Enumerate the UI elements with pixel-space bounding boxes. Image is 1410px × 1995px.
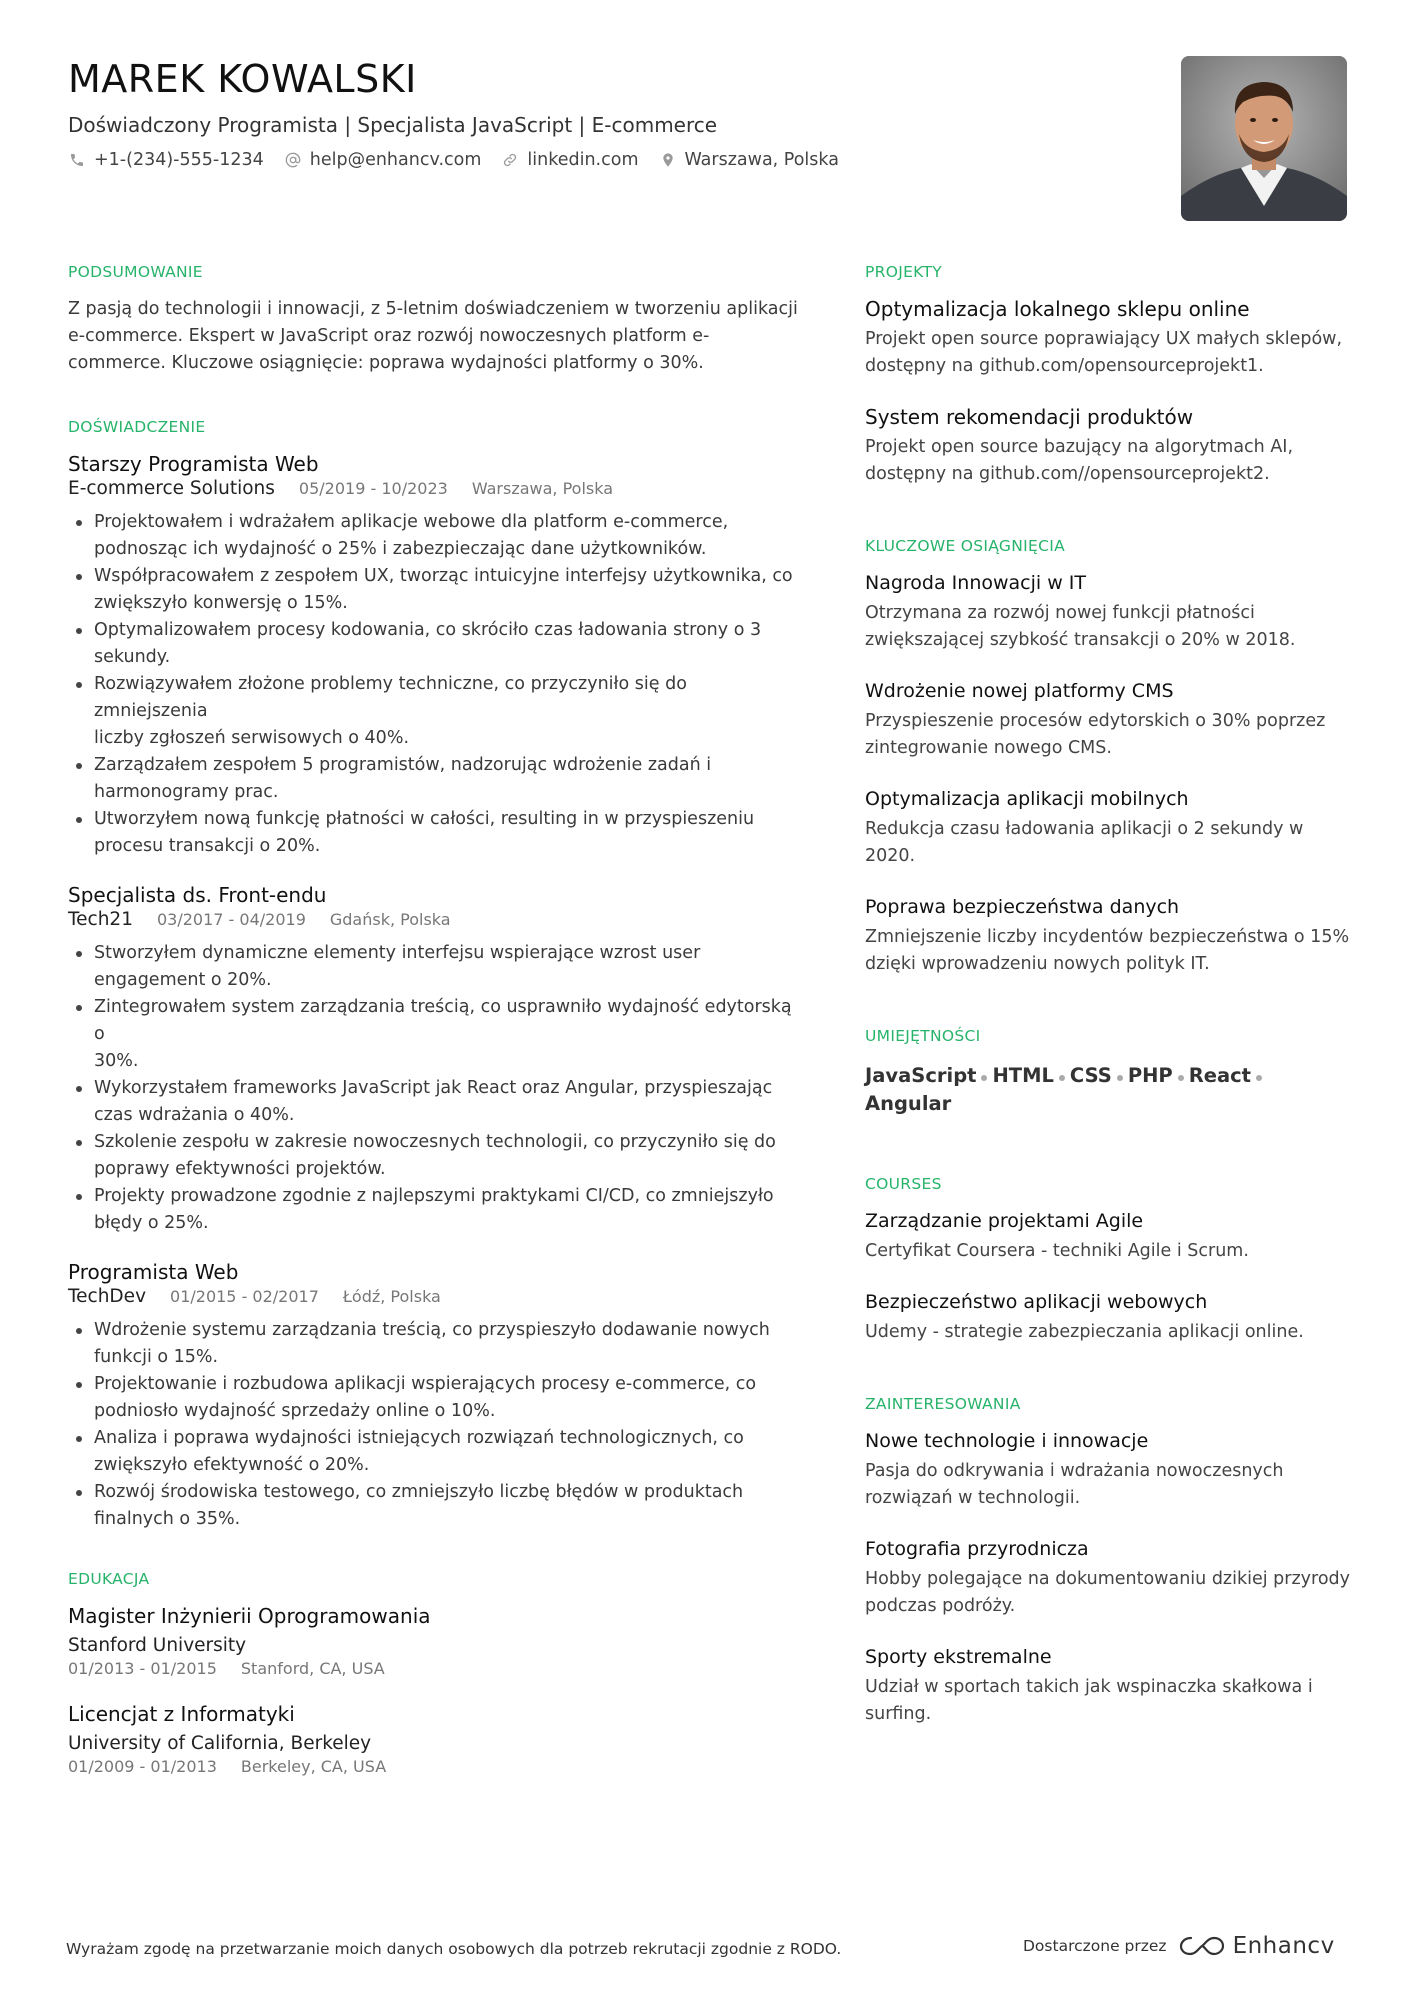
job-bullets bbox=[68, 1317, 800, 1533]
contact-location bbox=[659, 148, 839, 172]
interest-title: Sporty ekstremalne bbox=[865, 1646, 1052, 1668]
job-meta bbox=[68, 908, 800, 932]
interest-title: Fotografia przyrodnicza bbox=[865, 1538, 1089, 1560]
section-title-interests: ZAINTERESOWANIA bbox=[865, 1395, 1021, 1413]
contact-location-text: Warszawa, Polska bbox=[684, 150, 839, 170]
interest-entry bbox=[865, 1644, 1353, 1728]
projects-section bbox=[865, 262, 1353, 488]
experience-section bbox=[68, 417, 800, 1533]
bullet-item: Optymalizowałem procesy kodowania, co skróciło czas ładowania strony o 3 sekundy. bbox=[68, 617, 800, 671]
contact-linkedin-text: linkedin.com bbox=[527, 150, 639, 170]
achievements-section bbox=[865, 536, 1353, 978]
achievement-desc: Przyspieszenie procesów edytorskich o 30% poprzez zintegrowanie nowego CMS. bbox=[865, 711, 1326, 758]
bullet-item: Utworzyłem nową funkcję płatności w całości, resulting in w przyspieszeniu procesu transakcji o 20%. bbox=[68, 806, 800, 860]
candidate-tagline: Doświadczony Programista | Specjalista JavaScript | E-commerce bbox=[68, 113, 718, 137]
courses-section bbox=[865, 1174, 1353, 1346]
interests-section bbox=[865, 1394, 1353, 1728]
job-company: TechDev bbox=[68, 1286, 147, 1307]
enhancv-logo-icon bbox=[1179, 1934, 1225, 1958]
summary-line: Z pasją do technologii i innowacji, z 5-letnim doświadczeniem w tworzeniu aplikacji bbox=[68, 299, 798, 319]
education-school: University of California, Berkeley bbox=[68, 1733, 372, 1754]
interest-entry bbox=[865, 1536, 1353, 1620]
education-degree: Licencjat z Informatyki bbox=[68, 1702, 295, 1726]
skill-item: JavaScript bbox=[865, 1064, 977, 1087]
section-title-skills: UMIEJĘTNOŚCI bbox=[865, 1027, 981, 1045]
bullet-item: Rozwiązywałem złożone problemy techniczne, co przyczyniło się do zmniejszenia liczby zgłoszeń serwisowych o 40%. bbox=[68, 671, 800, 752]
job-date: 05/2019 - 10/2023 bbox=[298, 479, 448, 498]
achievement-entry bbox=[865, 678, 1353, 762]
bullet-item: Szkolenie zespołu w zakresie nowoczesnych technologii, co przyczyniło się do poprawy efektywności projektów. bbox=[68, 1129, 800, 1183]
bullet-item: Analiza i poprawa wydajności istniejących rozwiązań technologicznych, co zwiększyło efektywność o 20%. bbox=[68, 1425, 800, 1479]
summary-line: e-commerce. Ekspert w JavaScript oraz rozwój nowoczesnych platform e- bbox=[68, 326, 710, 346]
course-entry bbox=[865, 1289, 1353, 1346]
bullet-item: Rozwój środowiska testowego, co zmniejszyło liczbę błędów w produktach finalnych o 35%. bbox=[68, 1479, 800, 1533]
achievement-title: Poprawa bezpieczeństwa danych bbox=[865, 896, 1180, 918]
bullet-item: Współpracowałem z zespołem UX, tworząc intuicyjne interfejsy użytkownika, co zwiększyło konwersję o 15%. bbox=[68, 563, 800, 617]
powered-by-label: Dostarczone przez bbox=[1023, 1937, 1167, 1955]
bullet-item: Projektowanie i rozbudowa aplikacji wspierających procesy e-commerce, co podniosło wydajność sprzedaży online o 10%. bbox=[68, 1371, 800, 1425]
bullet-item: Wykorzystałem frameworks JavaScript jak React oraz Angular, przyspieszając czas wdrażania o 40%. bbox=[68, 1075, 800, 1129]
skill-item: CSS bbox=[1069, 1064, 1112, 1087]
education-date: 01/2009 - 01/2013 bbox=[68, 1757, 217, 1776]
achievement-entry bbox=[865, 894, 1353, 978]
interest-desc: Hobby polegające na dokumentowaniu dzikiej przyrody podczas podróży. bbox=[865, 1569, 1350, 1616]
achievement-title: Wdrożenie nowej platformy CMS bbox=[865, 680, 1174, 702]
job-date: 01/2015 - 02/2017 bbox=[170, 1287, 319, 1306]
bullet-item: Wdrożenie systemu zarządzania treścią, co przyspieszyło dodawanie nowych funkcji o 15%. bbox=[68, 1317, 800, 1371]
education-entry bbox=[68, 1701, 800, 1777]
project-title: Optymalizacja lokalnego sklepu online bbox=[865, 297, 1250, 321]
job-meta bbox=[68, 1285, 800, 1309]
interest-desc: Udział w sportach takich jak wspinaczka skałkowa i surfing. bbox=[865, 1677, 1313, 1724]
enhancv-logo bbox=[1179, 1933, 1335, 1959]
course-desc: Certyfikat Coursera - techniki Agile i Scrum. bbox=[865, 1241, 1249, 1261]
skill-separator bbox=[1059, 1075, 1065, 1081]
education-location: Stanford, CA, USA bbox=[240, 1659, 385, 1678]
project-desc: Projekt open source bazujący na algorytmach AI, dostępny na github.com//opensourceprojekt2. bbox=[865, 437, 1294, 484]
job-company: Tech21 bbox=[68, 909, 133, 930]
achievement-entry bbox=[865, 570, 1353, 654]
job-company: E-commerce Solutions bbox=[68, 478, 275, 499]
section-title-achievements: KLUCZOWE OSIĄGNIĘCIA bbox=[865, 537, 1065, 555]
enhancv-logo-text: Enhancv bbox=[1232, 1933, 1335, 1959]
achievement-desc: Zmniejszenie liczby incydentów bezpieczeństwa o 15% dzięki wprowadzeniu nowych polityk IT. bbox=[865, 927, 1350, 974]
section-title-education: EDUKACJA bbox=[68, 1570, 150, 1588]
bullet-item: Zintegrowałem system zarządzania treścią, co usprawniło wydajność edytorską o 30%. bbox=[68, 994, 800, 1075]
course-title: Zarządzanie projektami Agile bbox=[865, 1210, 1144, 1232]
contact-bar bbox=[68, 148, 1068, 172]
skill-separator bbox=[1178, 1075, 1184, 1081]
skills-list bbox=[865, 1062, 1353, 1118]
summary-section bbox=[68, 262, 800, 377]
section-title-experience: DOŚWIADCZENIE bbox=[68, 418, 206, 436]
location-pin-icon bbox=[659, 151, 677, 169]
phone-icon bbox=[68, 151, 86, 169]
bullet-item: Stworzyłem dynamiczne elementy interfejsu wspierające wzrost user engagement o 20%. bbox=[68, 940, 800, 994]
education-school: Stanford University bbox=[68, 1635, 247, 1656]
gdpr-consent-text: Wyrażam zgodę na przetwarzanie moich danych osobowych dla potrzeb rekrutacji zgodnie z RODO. bbox=[66, 1940, 842, 1958]
project-entry bbox=[865, 296, 1353, 380]
candidate-name: MAREK KOWALSKI bbox=[68, 57, 417, 101]
summary-text bbox=[68, 296, 800, 377]
skill-item: HTML bbox=[992, 1064, 1054, 1087]
course-entry bbox=[865, 1208, 1353, 1265]
at-icon bbox=[284, 151, 302, 169]
section-title-projects: PROJEKTY bbox=[865, 263, 942, 281]
skill-item: Angular bbox=[865, 1092, 952, 1115]
achievement-title: Nagroda Innowacji w IT bbox=[865, 572, 1087, 594]
course-title: Bezpieczeństwo aplikacji webowych bbox=[865, 1291, 1208, 1313]
job-title: Starszy Programista Web bbox=[68, 452, 319, 476]
link-icon bbox=[501, 151, 519, 169]
project-entry bbox=[865, 404, 1353, 488]
education-entry bbox=[68, 1603, 800, 1679]
job-title: Specjalista ds. Front-endu bbox=[68, 883, 327, 907]
job-date: 03/2017 - 04/2019 bbox=[156, 910, 306, 929]
interest-desc: Pasja do odkrywania i wdrażania nowoczesnych rozwiązań w technologii. bbox=[865, 1461, 1284, 1508]
resume-header bbox=[68, 56, 1068, 172]
skill-separator bbox=[1256, 1075, 1262, 1081]
contact-email-text: help@enhancv.com bbox=[309, 150, 482, 170]
interest-entry bbox=[865, 1428, 1353, 1512]
course-desc: Udemy - strategie zabezpieczania aplikacji online. bbox=[865, 1322, 1304, 1342]
achievement-desc: Otrzymana za rozwój nowej funkcji płatności zwiększającej szybkość transakcji o 20% w 2018. bbox=[865, 603, 1296, 650]
contact-linkedin[interactable] bbox=[501, 148, 638, 172]
job-location: Gdańsk, Polska bbox=[329, 910, 451, 929]
contact-email[interactable] bbox=[284, 148, 482, 172]
project-desc: Projekt open source poprawiający UX małych sklepów, dostępny na github.com/opensourceprojekt1. bbox=[865, 329, 1343, 376]
job-title: Programista Web bbox=[68, 1260, 239, 1284]
job-bullets bbox=[68, 509, 800, 860]
powered-by[interactable] bbox=[1023, 1933, 1335, 1959]
achievement-entry bbox=[865, 786, 1353, 870]
bullet-item: Projekty prowadzone zgodnie z najlepszymi praktykami CI/CD, co zmniejszyło błędy o 25%. bbox=[68, 1183, 800, 1237]
education-meta bbox=[68, 1659, 800, 1679]
skill-item: PHP bbox=[1127, 1064, 1173, 1087]
contact-phone-text: +1-(234)-555-1234 bbox=[94, 150, 264, 170]
skills-section bbox=[865, 1026, 1353, 1118]
job-entry bbox=[68, 882, 800, 1237]
job-meta bbox=[68, 477, 800, 501]
job-location: Łódź, Polska bbox=[342, 1287, 441, 1306]
achievement-desc: Redukcja czasu ładowania aplikacji o 2 sekundy w 2020. bbox=[865, 819, 1304, 866]
skill-separator bbox=[1117, 1075, 1123, 1081]
education-section bbox=[68, 1569, 800, 1777]
profile-photo bbox=[1181, 56, 1347, 221]
education-meta bbox=[68, 1757, 800, 1777]
right-column bbox=[865, 262, 1353, 1768]
skill-separator bbox=[981, 1075, 987, 1081]
job-location: Warszawa, Polska bbox=[471, 479, 614, 498]
achievement-title: Optymalizacja aplikacji mobilnych bbox=[865, 788, 1189, 810]
bullet-item: Zarządzałem zespołem 5 programistów, nadzorując wdrożenie zadań i harmonogramy prac. bbox=[68, 752, 800, 806]
project-title: System rekomendacji produktów bbox=[865, 405, 1194, 429]
job-entry bbox=[68, 451, 800, 860]
education-location: Berkeley, CA, USA bbox=[240, 1757, 387, 1776]
contact-phone[interactable] bbox=[68, 148, 264, 172]
section-title-summary: PODSUMOWANIE bbox=[68, 263, 203, 281]
left-column bbox=[68, 262, 800, 1817]
job-bullets bbox=[68, 940, 800, 1237]
education-degree: Magister Inżynierii Oprogramowania bbox=[68, 1604, 431, 1628]
bullet-item: Projektowałem i wdrażałem aplikacje webowe dla platform e-commerce, podnosząc ich wydajność o 25% i zabezpieczając dane użytkowników. bbox=[68, 509, 800, 563]
section-title-courses: COURSES bbox=[865, 1175, 942, 1193]
summary-line: commerce. Kluczowe osiągnięcie: poprawa wydajności platformy o 30%. bbox=[68, 353, 704, 373]
interest-title: Nowe technologie i innowacje bbox=[865, 1430, 1149, 1452]
skill-item: React bbox=[1188, 1064, 1251, 1087]
job-entry bbox=[68, 1259, 800, 1533]
education-date: 01/2013 - 01/2015 bbox=[68, 1659, 217, 1678]
